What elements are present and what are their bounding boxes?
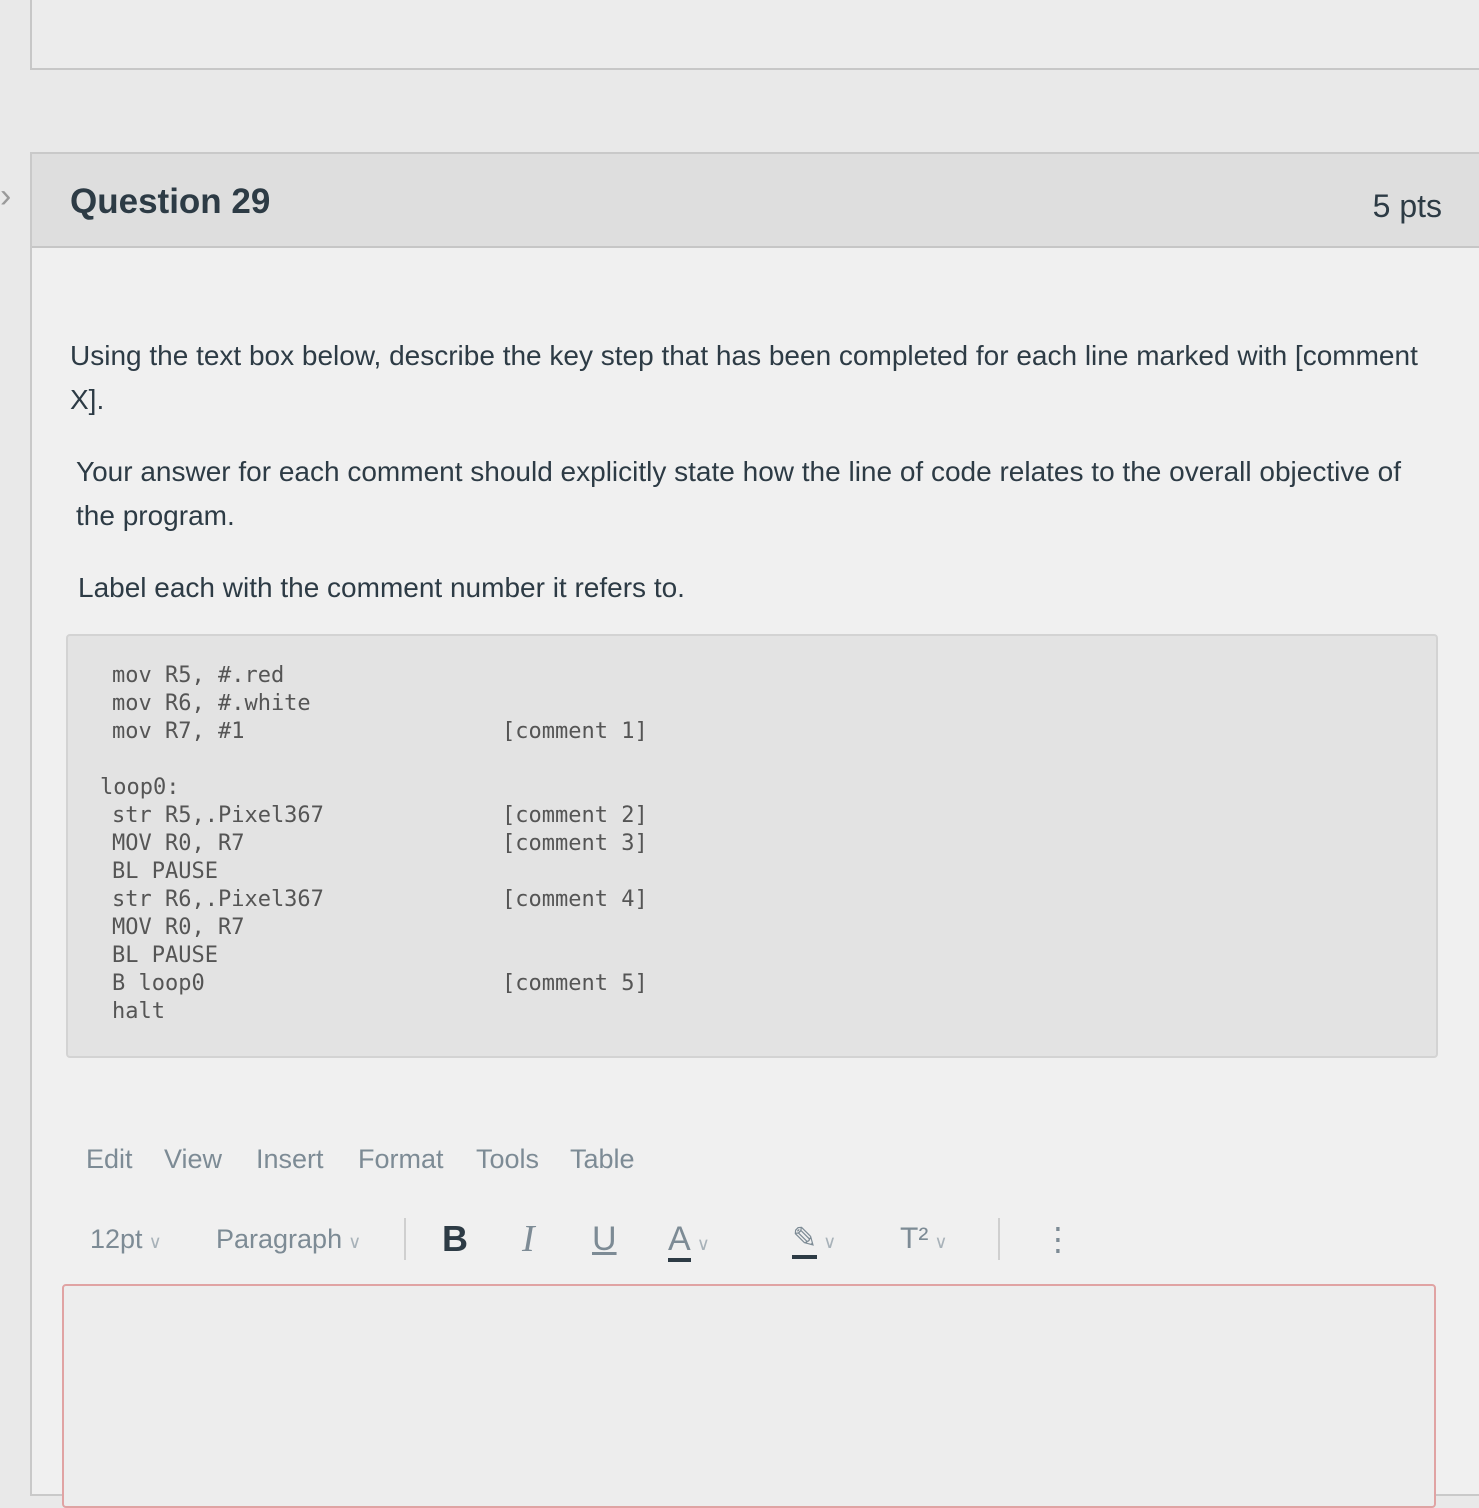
text-color-icon: A <box>668 1220 691 1262</box>
code-line: B loop0 <box>112 971 205 996</box>
menu-insert[interactable]: Insert <box>256 1144 324 1174</box>
chevron-down-icon: ∨ <box>696 1234 710 1254</box>
italic-button[interactable]: I <box>522 1218 535 1260</box>
chevron-down-icon: ∨ <box>348 1232 362 1252</box>
code-line: str R6,.Pixel367 <box>112 887 324 912</box>
code-line: MOV R0, R7 <box>112 831 245 856</box>
previous-question-card <box>30 0 1479 70</box>
menu-view[interactable]: View <box>164 1144 223 1174</box>
menu-edit[interactable]: Edit <box>86 1144 133 1174</box>
bold-button[interactable]: B <box>442 1218 468 1259</box>
chevron-down-icon: ∨ <box>823 1232 837 1252</box>
code-line: str R5,.Pixel367 <box>112 803 324 828</box>
question-header <box>32 154 1479 248</box>
menu-tools[interactable]: Tools <box>476 1144 540 1174</box>
superscript-button[interactable] <box>900 1214 948 1267</box>
code-line: halt <box>112 999 165 1024</box>
code-line: BL PAUSE <box>112 859 218 884</box>
menu-table[interactable]: Table <box>570 1144 635 1174</box>
code-comment: [comment 2] <box>502 803 648 828</box>
block-format-select[interactable] <box>216 1214 361 1267</box>
font-size-select[interactable] <box>90 1214 162 1267</box>
code-line: mov R6, #.white <box>112 691 311 716</box>
superscript-icon: T² <box>900 1222 929 1255</box>
block-format-value: Paragraph <box>216 1224 343 1254</box>
code-comment: [comment 5] <box>502 971 648 996</box>
question-paragraph-1: Using the text box below, describe the key step that has been completed for each line marked with [comment X]. <box>70 340 1418 415</box>
question-title: Question 29 <box>70 182 271 221</box>
code-line: MOV R0, R7 <box>112 915 245 940</box>
underline-button[interactable]: U <box>592 1220 617 1258</box>
code-comment: [comment 1] <box>502 719 648 744</box>
question-paragraph-3: Label each with the comment number it refers to. <box>78 572 685 603</box>
editor-toolbar <box>86 1214 1086 1264</box>
font-size-value: 12pt <box>90 1224 143 1254</box>
code-line: BL PAUSE <box>112 943 218 968</box>
toolbar-divider <box>404 1218 406 1260</box>
chevron-down-icon: ∨ <box>148 1232 162 1252</box>
code-comment: [comment 3] <box>502 831 648 856</box>
code-line: mov R7, #1 <box>112 719 245 744</box>
highlight-button[interactable] <box>792 1214 836 1267</box>
answer-text-editor[interactable] <box>62 1284 1436 1508</box>
question-points: 5 pts <box>1372 188 1442 224</box>
code-line: mov R5, #.red <box>112 663 285 688</box>
code-block <box>66 634 1438 1058</box>
menu-format[interactable]: Format <box>358 1144 444 1174</box>
highlighter-icon: ✎ <box>792 1222 817 1259</box>
toolbar-divider <box>998 1218 1000 1260</box>
code-comment: [comment 4] <box>502 887 648 912</box>
text-color-button[interactable] <box>668 1214 710 1269</box>
chevron-down-icon: ∨ <box>934 1232 948 1252</box>
question-paragraph-2: Your answer for each comment should explicitly state how the line of code relates to the overall objective of the program. <box>76 456 1402 531</box>
chevron-right-icon[interactable]: › <box>0 177 12 215</box>
code-label: loop0: <box>100 775 180 800</box>
more-options-icon[interactable]: ⋮ <box>1042 1221 1074 1257</box>
